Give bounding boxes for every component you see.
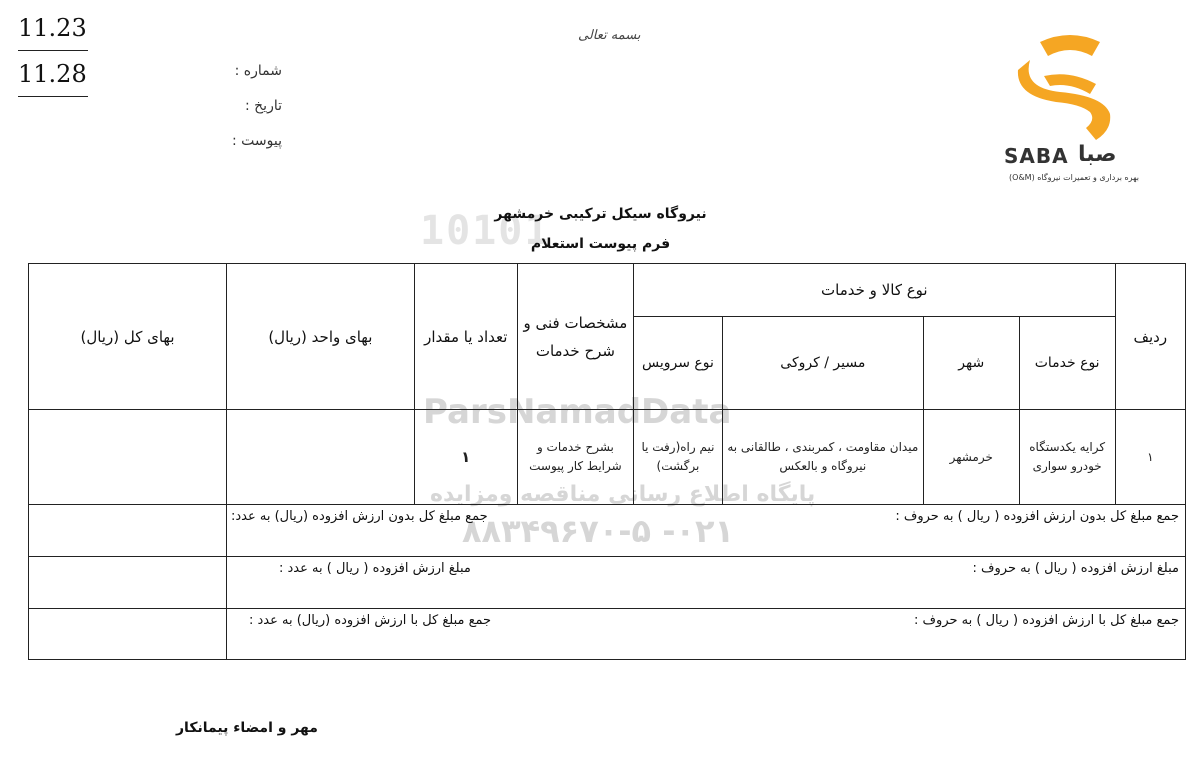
summary-row [29,505,1186,557]
watermark-phone: ۰۲۱- ۸۸۳۴۹۶۷۰-۵ [462,512,735,550]
cell-service-type: کرایه یکدستگاه خودرو سواری [1019,410,1115,505]
summary-value-cell[interactable] [29,609,227,660]
watermark-brand: ParsNamadData [423,392,732,432]
header-row-no: ردیف [1115,264,1185,410]
saba-logo [1000,30,1140,195]
date-label: تاریخ : [244,98,282,114]
summary-words-label: جمع مبلغ کل بدون ارزش افزوده ( ریال ) به حروف : [895,509,1179,524]
logo-latin: SABA [1004,144,1069,168]
summary-cell[interactable] [227,609,1186,660]
saba-emblem-icon [1000,30,1140,150]
cell-service-kind: نیم راه(رفت یا برگشت) [634,410,723,505]
plant-title: نیروگاه سیکل ترکیبی خرمشهر [494,206,707,222]
header-quantity: تعداد یا مقدار [414,264,517,410]
header-service-type: نوع خدمات [1019,317,1115,410]
summary-words-label: جمع مبلغ کل با ارزش افزوده ( ریال ) به حروف : [914,613,1179,628]
header-city: شهر [923,317,1019,410]
summary-value-cell[interactable] [29,557,227,609]
summary-row [29,557,1186,609]
summary-value-cell[interactable] [29,505,227,557]
number-label: شماره : [234,63,282,79]
header-total-price: بهای کل (ریال) [29,264,227,410]
watermark-binary: 10101 [420,208,551,254]
divider [18,50,88,51]
summary-digits-label: جمع مبلغ کل با ارزش افزوده (ریال) به عدد : [249,613,492,628]
watermark-text: پایگاه اطلاع رسانی مناقصه ومزایده [430,482,816,507]
inquiry-table [28,263,1186,660]
header-specs: مشخصات فنی و شرح خدمات [517,264,633,410]
cell-unit-price[interactable] [227,410,415,505]
summary-row [29,609,1186,660]
cell-row-no: ۱ [1115,410,1185,505]
cell-specs: بشرح خدمات و شرایط کار پیوست [517,410,633,505]
bismillah: بسمه تعالی [578,28,641,43]
header-route: مسیر / کروکی [722,317,923,410]
cell-city: خرمشهر [923,410,1019,505]
corner-number-2: 11.28 [18,60,87,88]
header-service-kind: نوع سرویس [634,317,723,410]
cell-route: میدان مقاومت ، کمربندی ، طالقانی به نیروگاه و بالعکس [722,410,923,505]
header-unit-price: بهای واحد (ریال) [227,264,415,410]
cell-quantity: ۱ [414,410,517,505]
summary-cell[interactable] [227,505,1186,557]
summary-digits-label: مبلغ ارزش افزوده ( ریال ) به عدد : [279,561,471,576]
summary-cell[interactable] [227,557,1186,609]
signature-label: مهر و امضاء پیمانکار [176,720,318,736]
attachment-label: پیوست : [232,133,282,149]
summary-words-label: مبلغ ارزش افزوده ( ریال ) به حروف : [972,561,1179,576]
cell-total-price[interactable] [29,410,227,505]
corner-number-1: 11.23 [18,14,87,42]
header-goods-services: نوع کالا و خدمات [634,264,1116,317]
table-row [29,410,1186,505]
logo-subtitle: بهره برداری و تعمیرات نیروگاه (O&M) [1009,173,1139,182]
logo-persian: صبا [1078,142,1117,167]
form-title: فرم پیوست استعلام [530,236,671,252]
summary-digits-label: جمع مبلغ کل بدون ارزش افزوده (ریال) به عدد: [231,509,488,524]
divider [18,96,88,97]
